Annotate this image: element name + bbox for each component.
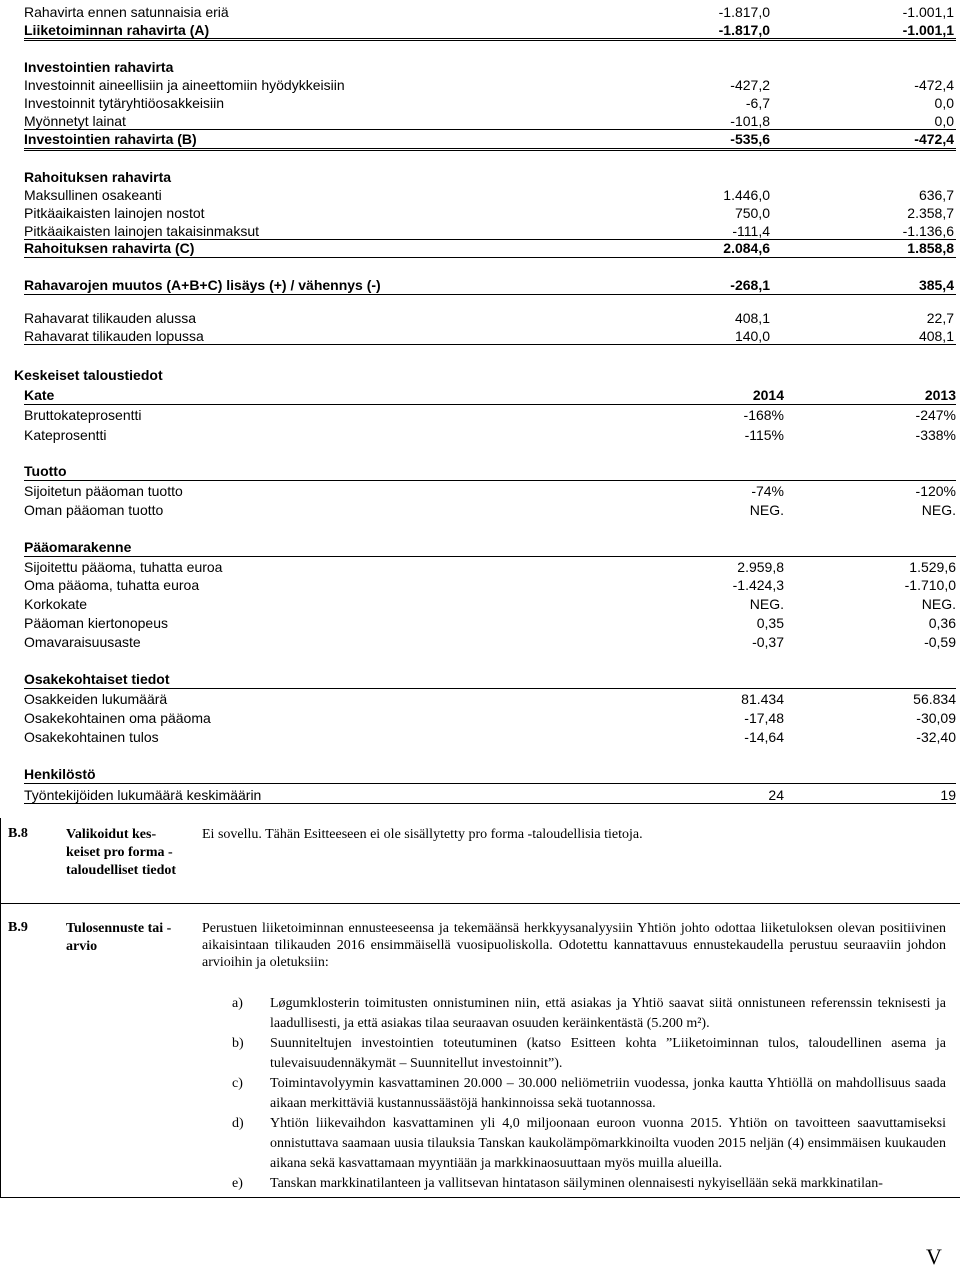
list-marker: b) (232, 1036, 244, 1051)
section-title: Osakekohtaiset tiedot (24, 671, 170, 687)
table-header-row: Kate 2014 2013 (24, 387, 956, 403)
list-text: Tanskan markkinatilanteen ja vallitsevan hintatason säilyminen olennaisesti nykyisellään sekä markkinatilan- (270, 1176, 883, 1191)
divider (24, 257, 956, 258)
list-marker: e) (232, 1176, 243, 1191)
table-row: Rahavarojen muutos (A+B+C) lisäys (+) / vähennys (-) -268,1 385,4 (24, 277, 954, 293)
table-row: Omavaraisuusaste -0,37 -0,59 (24, 634, 956, 650)
table-row: Korkokate NEG. NEG. (24, 596, 956, 612)
list-text: Toimintavolyymin kasvattaminen 20.000 – 30.000 neliömetriin vuodessa, jonka kautta Yhtiöllä on mahdollisuus saada aikaan merkittäviä kustannussäästöjä hankinnoissa sekä tuotannossa. (270, 1076, 946, 1111)
divider (24, 404, 956, 405)
table-row: Bruttokateprosentti -168% -247% (24, 407, 956, 423)
divider (24, 783, 956, 784)
table-row: Kateprosentti -115% -338% (24, 427, 956, 443)
section-number: B.8 (8, 826, 28, 841)
table-row: Rahoituksen rahavirta (C) 2.084,6 1.858,8 (24, 240, 954, 256)
section-text: Ei sovellu. Tähän Esitteeseen ei ole sisällytetty pro forma -taloudellisia tietoja. (202, 827, 643, 842)
list-marker: d) (232, 1116, 244, 1131)
table-row: Sijoitettu pääoma, tuhatta euroa 2.959,8 1.529,6 (24, 559, 956, 575)
list-text: Løgumklosterin toimitusten onnistuminen niin, että asiakas ja Yhtiö saavat siitä onnistuneen referenssin teknisesti ja laadullisesti, ja että asiakas tilaa seuraavan osuuden keräinkentästä (5.200 m²). (270, 996, 946, 1031)
table-row: Rahavarat tilikauden alussa 408,1 22,7 (24, 310, 954, 326)
table-row: Maksullinen osakeanti 1.446,0 636,7 (24, 187, 954, 203)
table-row: Sijoitetun pääoman tuotto -74% -120% (24, 483, 956, 499)
table-row: Investoinnit aineellisiin ja aineettomiin hyödykkeisiin -427,2 -472,4 (24, 77, 954, 93)
section-title: Henkilöstö (24, 766, 96, 782)
table-row: Rahavarat tilikauden lopussa 140,0 408,1 (24, 328, 954, 344)
table-row: Myönnetyt lainat -101,8 0,0 (24, 113, 954, 129)
table-row: Työntekijöiden lukumäärä keskimäärin 24 19 (24, 787, 956, 803)
section-title: Tulosennuste tai -arvio (66, 921, 172, 954)
section-divider (0, 1197, 960, 1198)
section-number: B.9 (8, 920, 28, 935)
divider (24, 480, 956, 481)
table-row: Osakekohtainen tulos -14,64 -32,40 (24, 729, 956, 745)
table-row: Oma pääoma, tuhatta euroa -1.424,3 -1.710,0 (24, 577, 956, 593)
table-row: Osakkeiden lukumäärä 81.434 56.834 (24, 691, 956, 707)
divider (24, 148, 956, 151)
divider (24, 688, 956, 689)
section-title: Rahoituksen rahavirta (24, 169, 172, 185)
table-row: Rahavirta ennen satunnaisia eriä -1.817,0 -1.001,1 (24, 4, 954, 20)
table-row: Investoinnit tytäryhtiöosakkeisiin -6,7 0,0 (24, 95, 954, 111)
divider (24, 803, 956, 804)
section-title: Pääomarakenne (24, 539, 132, 555)
list-marker: c) (232, 1076, 243, 1091)
table-row: Pääoman kiertonopeus 0,35 0,36 (24, 615, 956, 631)
section-title: Valikoidut kes-keiset pro forma -taloudelliset tiedot (66, 827, 177, 878)
section-title: Investointien rahavirta (24, 59, 174, 75)
list-text: Suunniteltujen investointien toteutuminen (katso Esitteen kohta ”Liiketoiminnan tulos, taloudellinen asema ja tulevaisuudennäkymät – Suunnitellut investoinnit”). (270, 1036, 946, 1071)
page-letter: V (926, 1244, 942, 1269)
table-row: Liiketoiminnan rahavirta (A) -1.817,0 -1.001,1 (24, 22, 954, 38)
frame-left-border (0, 818, 1, 1198)
table-row: Investointien rahavirta (B) -535,6 -472,4 (24, 131, 954, 147)
section-text: Perustuen liiketoiminnan ennusteeseensa ja tekemäänsä herkkyysanalyysiin Yhtiön johto odottaa liiketuloksen olevan positiivinen aikaisintaan tilikauden 2016 ensimmäisellä vuosipuoliskolla. Odotettu kannattavuus ennustekaudella perustuu seuraaviin johdon arvioihin ja oletuksiin: (202, 921, 946, 970)
divider (24, 344, 956, 345)
table-row: Pitkäaikaisten lainojen takaisinmaksut -111,4 -1.136,6 (24, 223, 954, 239)
section-divider (0, 903, 960, 904)
list-text: Yhtiön liikevaihdon kasvattaminen yli 4,0 miljoonaan euroon vuonna 2015. Yhtiön on tavoitteen saavuttamiseksi onnistuttava saamaan uusia tilauksia Tanskan kaukolämpömarkkinoilta vuoden 2015 neljän (4) ensimmäisen kuukauden aikana sekä kasvattamaan myyntiään ja markkinaosuuttaan myös muilla alueilla. (270, 1116, 946, 1171)
table-row: Osakekohtainen oma pääoma -17,48 -30,09 (24, 710, 956, 726)
section-title: Tuotto (24, 463, 67, 479)
divider (24, 38, 956, 41)
divider (24, 556, 956, 557)
divider (24, 294, 956, 295)
table-row: Oman pääoman tuotto NEG. NEG. (24, 502, 956, 518)
section-title: Keskeiset taloustiedot (14, 367, 163, 383)
table-row: Pitkäaikaisten lainojen nostot 750,0 2.358,7 (24, 205, 954, 221)
list-marker: a) (232, 996, 243, 1011)
